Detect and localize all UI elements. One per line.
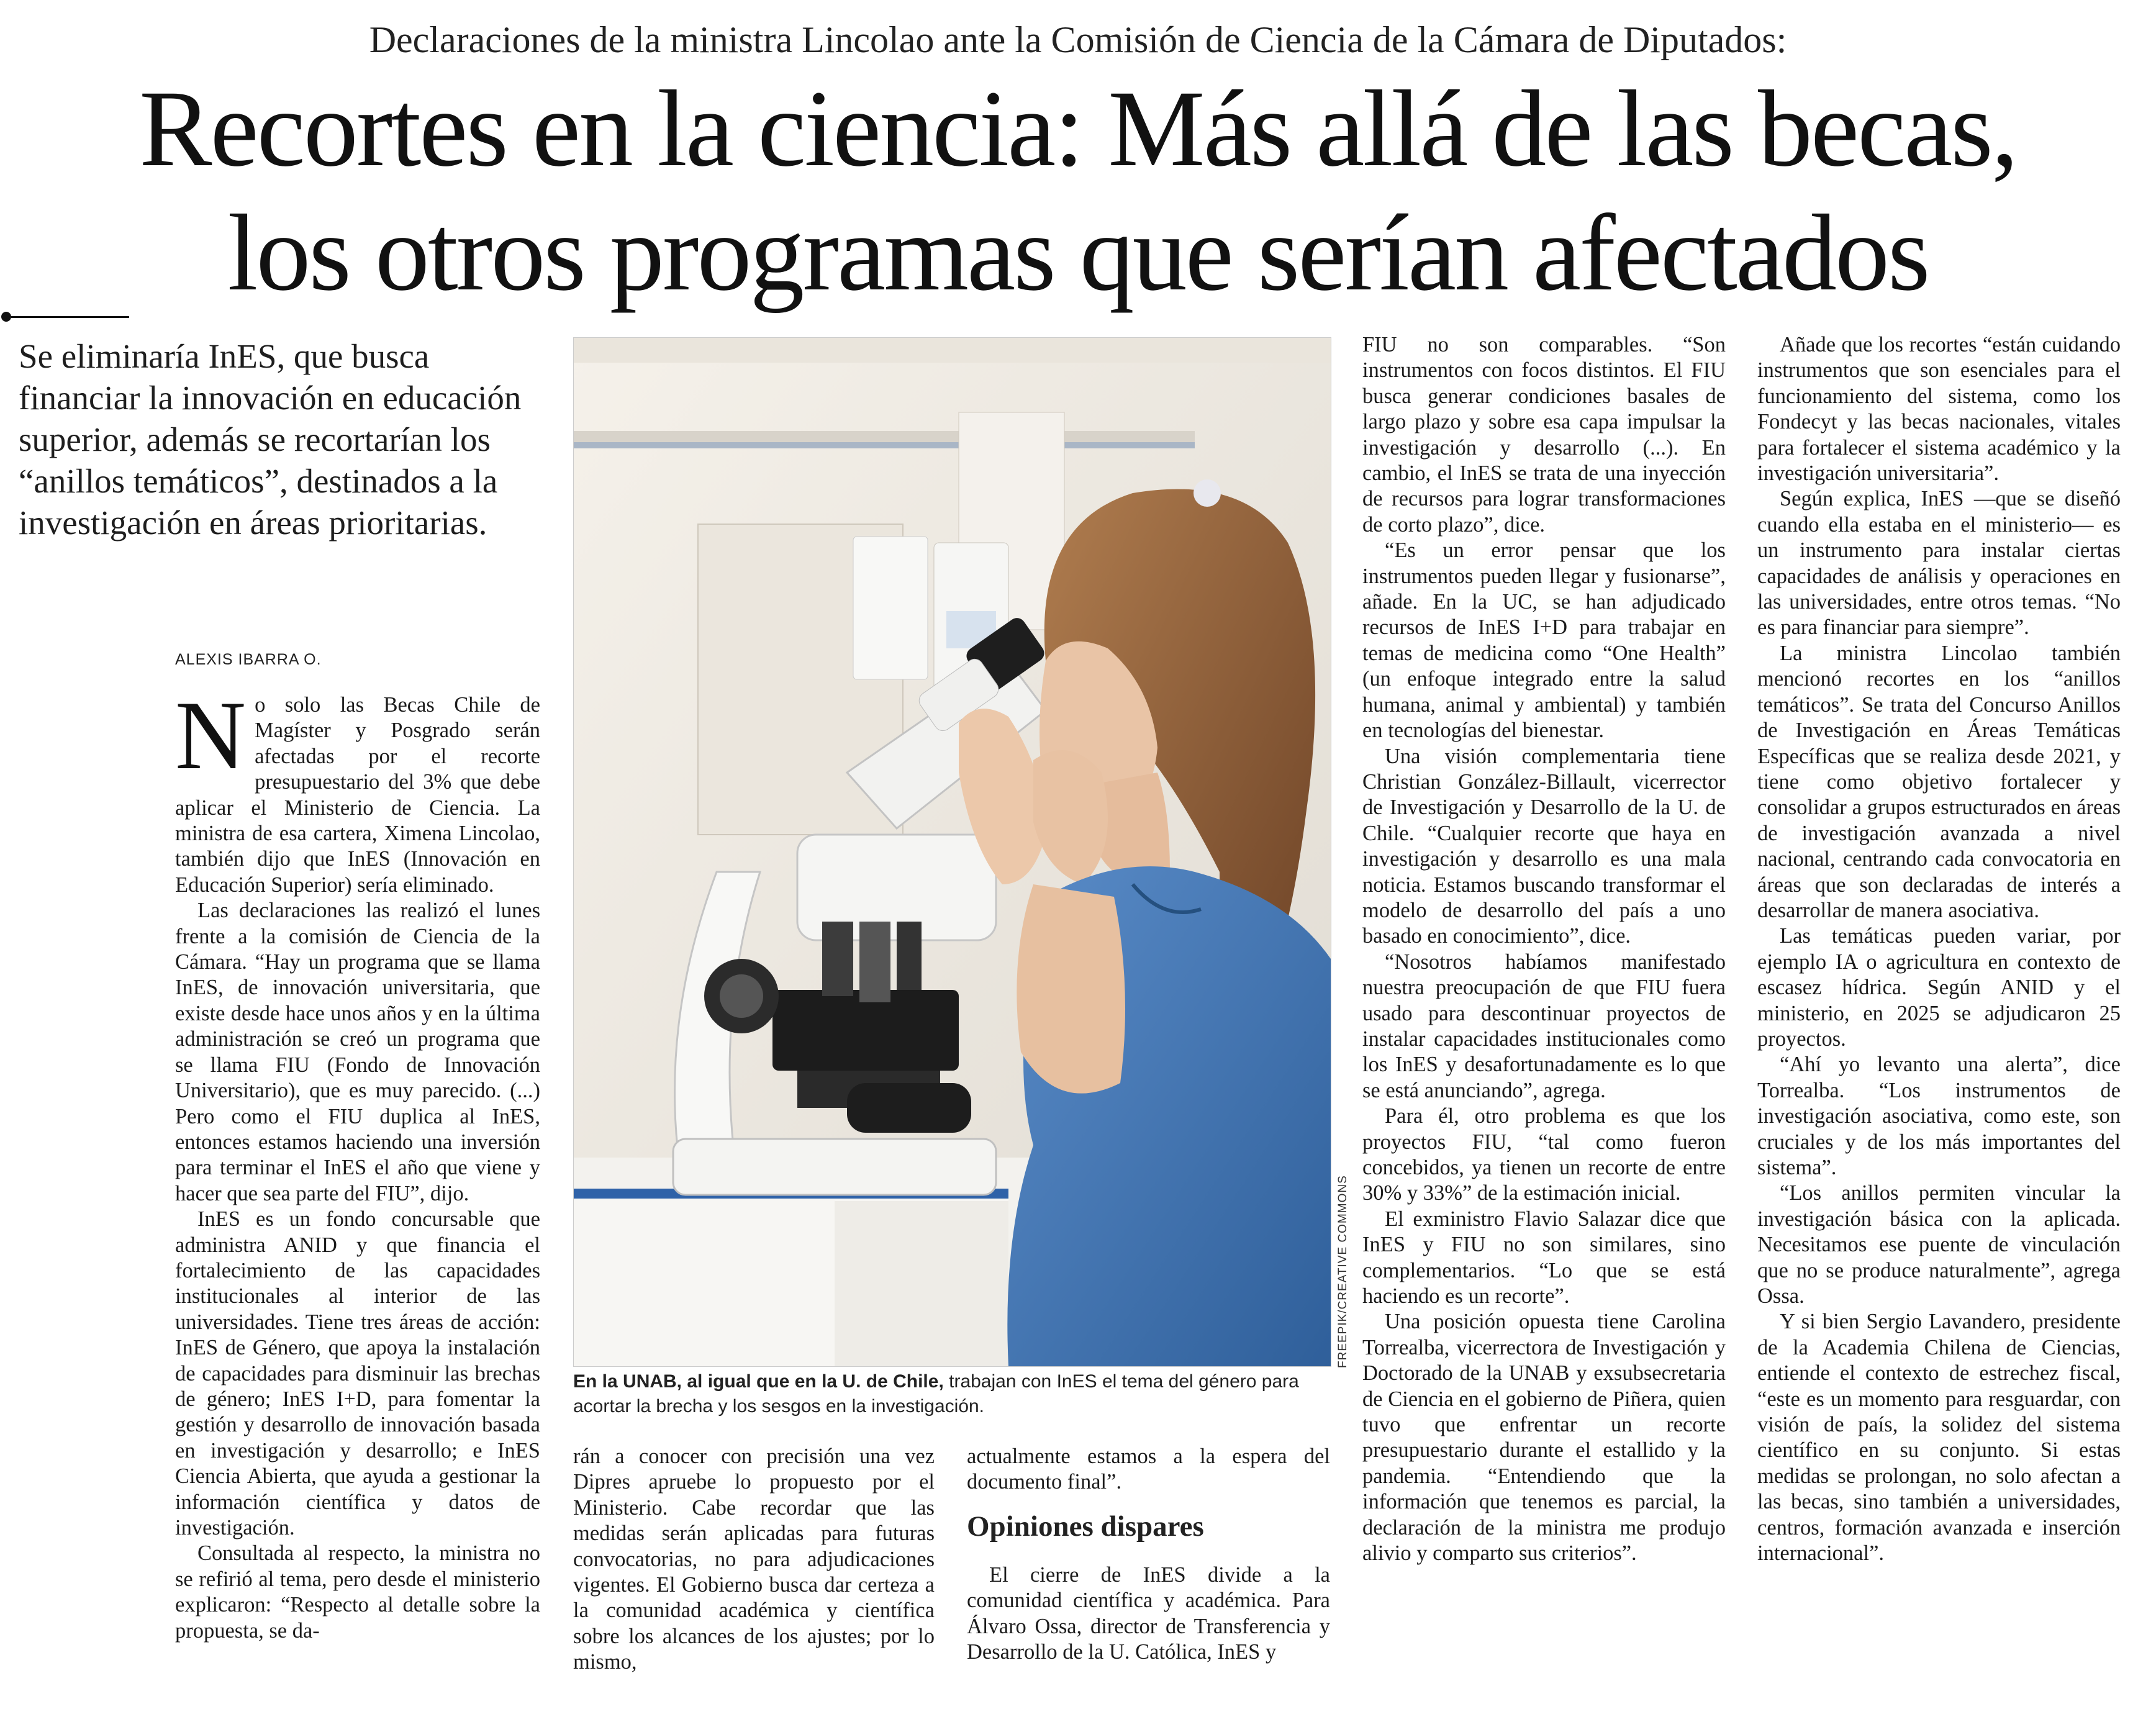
col1-paragraph-3: InES es un fondo concursable que administra ANID y que financia el fortalecimiento de las capacidades institucionales al interior de las universidades. Tiene tres áreas de acción: InES de Género, que apoya la instalación de capacidades para disminuir las brechas de género; InES I+D, para fomentar la gestión y desarrollo de innovación basada en investigación y desarrollo; e InES Ciencia Abierta, que ayuda a gestionar la información científica y datos de investigación. [175, 1207, 540, 1539]
separator-rule [11, 316, 129, 318]
drop-cap: N [175, 692, 247, 790]
column-1 [175, 692, 540, 1698]
kicker: Declaraciones de la ministra Lincolao ante la Comisión de Ciencia de la Cámara de Diputados: [369, 19, 1787, 60]
deck: Se eliminaría InES, que busca financiar la innovación en educación superior, además se recortarían los “anillos temáticos”, destinados a la investigación en áreas prioritarias. [19, 337, 522, 542]
subheading-opiniones: Opiniones dispares [967, 1510, 1204, 1543]
col4-paragraph-4: “Nosotros habíamos manifestado nuestra preocupación de que FIU fuera usado para descontinuar proyectos de instalar capacidades institucionales como los InES y desafortunadamente es lo que se está anunciando”, agrega. [1362, 950, 1726, 1102]
column-3 [967, 1444, 1330, 1705]
photo-credit: FREEPIK/CREATIVE COMMONS [1336, 1175, 1349, 1368]
col5-paragraph-5: “Ahí yo levanto una alerta”, dice Torrealba. “Los instrumentos de investigación asociativa, como este, son cruciales y de los más importantes del sistema”. [1757, 1053, 2121, 1179]
separator-dot [1, 312, 11, 322]
col4-paragraph-3: Una visión complementaria tiene Christian González-Billault, vicerrector de Investigación y Desarrollo de la U. de Chile. “Cualquier recorte que haya en investigación y desarrollo es una mala noticia. Estamos buscando transformar el modelo de desarrollo del país a uno basado en conocimiento”, dice. [1362, 744, 1726, 948]
byline: ALEXIS IBARRA O. [175, 651, 322, 668]
headline [0, 67, 2156, 315]
column-2 [573, 1444, 935, 1705]
photo-caption [573, 1369, 1337, 1419]
col5-paragraph-7: Y si bien Sergio Lavandero, presidente de la Academia Chilena de Ciencias, entiende el contexto de estrechez fiscal, “este es un momento para resguardar, con visión de país, la solidez del sistema científico en su conjunto. Si estas medidas se prolongan, no solo afectan a las becas, sino también a universidades, centros, formación avanzada e inserción internacional”. [1757, 1310, 2121, 1566]
lab-photo-illustration [574, 338, 1331, 1366]
col1-paragraph-4: Consultada al respecto, la ministra no se refirió al tema, pero desde el ministerio explicaron: “Respecto al detalle sobre la propuesta, se da- [175, 1541, 540, 1643]
col5-paragraph-1: Añade que los recortes “están cuidando instrumentos que son esenciales para el funcionamiento del sistema, como los Fondecyt y las becas nacionales, vitales para fortalecer el sistema académico y la investigación universitaria”. [1757, 333, 2121, 486]
col1-paragraph-1-text: o solo las Becas Chile de Magíster y Posgrado serán afectadas por el recorte presupuestario del 3% que debe aplicar el Ministerio de Ciencia. La ministra de esa cartera, Ximena Lincolao, también dijo que InES (Innovación en Educación Superior) sería eliminado. [175, 693, 540, 897]
col4-paragraph-1: FIU no son comparables. “Son instrumentos con focos distintos. El FIU busca generar condiciones basales de largo plazo y sobre esa capa impulsar la investigación y desarrollo (...). En cambio, el InES se trata de una inyección de recursos para lograr transformaciones de corto plazo”, dice. [1362, 333, 1726, 537]
article-photo [573, 337, 1331, 1367]
col4-paragraph-2: “Es un error pensar que los instrumentos pueden llegar y fusionarse”, añade. En la UC, se han adjudicado recursos de InES I+D para trabajar en temas de medicina como “One Health” (un enfoque integrado entre la salud humana, animal y ambiental) y también en tecnologías del bienestar. [1362, 538, 1726, 743]
col3-paragraph-1: actualmente estamos a la espera del documento final”. [967, 1444, 1330, 1494]
col3-paragraph-2: El cierre de InES divide a la comunidad científica y académica. Para Álvaro Ossa, director de Transferencia y Desarrollo de la U. Católica, InES y [967, 1562, 1330, 1664]
caption-lead: En la UNAB, al igual que en la U. de Chile, [573, 1371, 944, 1392]
col2-paragraph-1: rán a conocer con precisión una vez Dipres apruebe lo propuesto por el Ministerio. Cabe recordar que las medidas serán aplicadas para futuras convocatorias, no para adjudicaciones vigentes. El Gobierno busca dar certeza a la comunidad académica y científica sobre los alcances de los ajustes; por lo mismo, [573, 1444, 935, 1674]
headline-line-2: los otros programas que serían afectados [227, 193, 1929, 314]
column-5 [1757, 332, 2121, 1702]
col4-paragraph-6: El exministro Flavio Salazar dice que InES y FIU no son similares, sino complementarios. “Lo que se está haciendo es un recorte”. [1362, 1207, 1726, 1308]
column-4 [1362, 332, 1726, 1702]
col1-paragraph-2: Las declaraciones las realizó el lunes frente a la comisión de Ciencia de la Cámara. “Hay un programa que se llama InES, de innovación universitaria, que existe desde hace unos años y en la última administración se creó un programa que se llama FIU (Fondo de Innovación Universitario), que es muy parecido. (...) Pero como el FIU duplica al InES, entonces estamos haciendo una inversión para terminar el InES el año que viene y hacer que sea parte del FIU”, dijo. [175, 899, 540, 1205]
col5-paragraph-2: Según explica, InES —que se diseñó cuando ella estaba en el ministerio— es un instrumento para instalar ciertas capacidades de análisis y operaciones en las universidades, entre otros temas. “No es para financiar para siempre”. [1757, 487, 2121, 640]
col4-paragraph-5: Para él, otro problema es que los proyectos FIU, “tal como fueron concebidos, ya tienen un recorte de entre 30% y 33%” de la estimación inicial. [1362, 1104, 1726, 1205]
col5-paragraph-4: Las temáticas pueden variar, por ejemplo IA o agricultura en contexto de escasez hídrica. Según ANID y el ministerio, en 2025 se adjudicaron 25 proyectos. [1757, 924, 2121, 1051]
col1-paragraph-1 [175, 692, 540, 898]
col5-paragraph-6: “Los anillos permiten vincular la investigación básica con la aplicada. Necesitamos ese puente de vinculación que no se produce naturalmente”, agrega Ossa. [1757, 1181, 2121, 1308]
headline-line-1: Recortes en la ciencia: Más allá de las becas, [139, 68, 2017, 189]
caption-text: trabajan con InES el tema del género para acortar la brecha y los sesgos en la investigación. [573, 1371, 1299, 1417]
col5-paragraph-3: La ministra Lincolao también mencionó recortes en los “anillos temáticos”. Se trata del Concurso Anillos de Investigación en Áreas Temáticas Específicas que se realiza desde 2021, y tiene como objetivo fortalecer y consolidar a grupos estructurados en áreas de investigación avanzada a nivel nacional, centrando cada convocatoria en áreas que son declaradas de interés a desarrollar de manera asociativa. [1757, 641, 2121, 922]
col4-paragraph-7: Una posición opuesta tiene Carolina Torrealba, vicerrectora de Investigación y Doctorado de la UNAB y exsubsecretaria de Ciencia en el gobierno de Piñera, quien tuvo que enfrentar un recorte presupuestario durante el estallido y la pandemia. “Entendiendo que la información que tenemos es parcial, la declaración de la ministra me produjo alivio y comparto sus criterios”. [1362, 1310, 1726, 1566]
